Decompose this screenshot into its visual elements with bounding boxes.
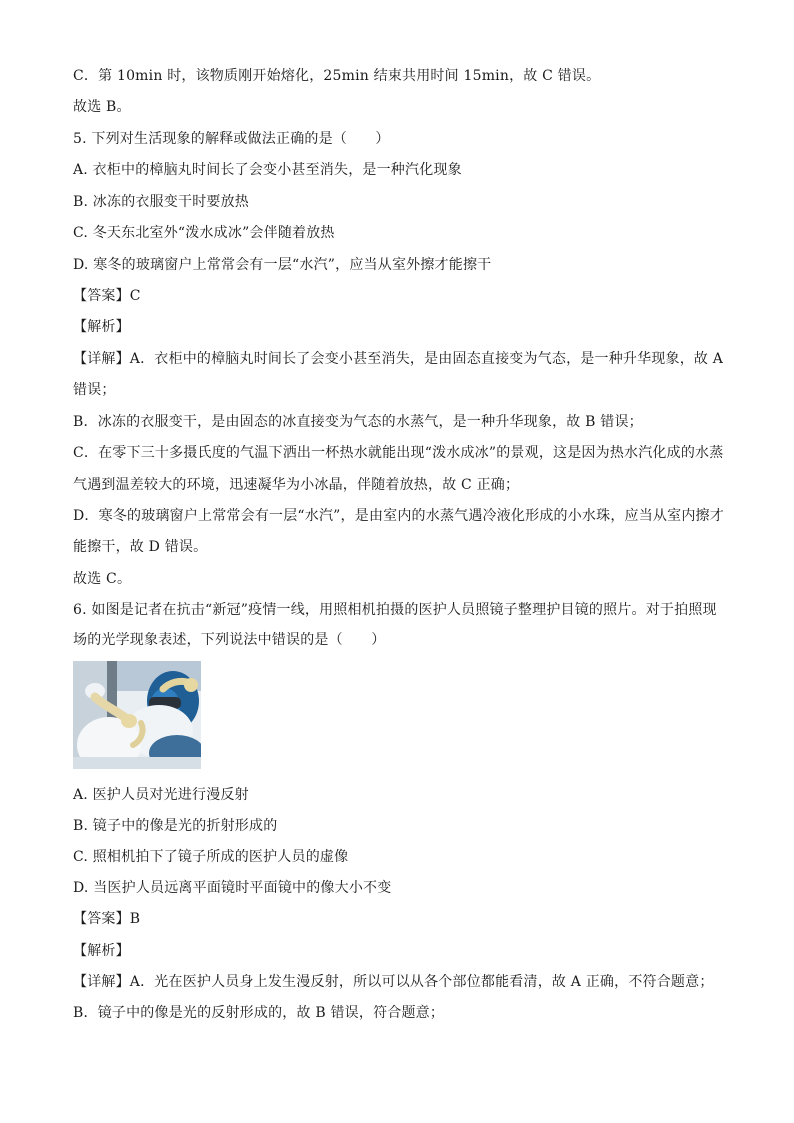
- option-b: B. 镜子中的像是光的折射形成的: [73, 818, 278, 834]
- analysis-label: 【解析】: [73, 319, 130, 335]
- answer-label: 【答案】B: [73, 911, 141, 927]
- explanation-line: 【详解】A．光在医护人员身上发生漫反射，所以可以从各个部位都能看清，故 A 正确，不符合题意；: [73, 974, 714, 990]
- explanation-line: 错误；: [73, 382, 116, 398]
- question-5-stem: 5. 下列对生活现象的解释或做法正确的是（ ）: [73, 131, 390, 147]
- option-d: D. 寒冬的玻璃窗户上常常会有一层“水汽”，应当从室外擦才能擦干: [73, 257, 492, 273]
- explanation-line: B．镜子中的像是光的反射形成的，故 B 错误，符合题意；: [73, 1005, 445, 1021]
- question-6-stem: 6. 如图是记者在抗击“新冠”疫情一线，用照相机拍摄的医护人员照镜子整理护目镜的照片。对于拍照现: [73, 602, 717, 618]
- option-b: B. 冰冻的衣服变干时要放热: [73, 194, 249, 210]
- explanation-line: 能擦干，故 D 错误。: [73, 539, 208, 555]
- analysis-label: 【解析】: [73, 943, 130, 959]
- option-d: D. 当医护人员远离平面镜时平面镜中的像大小不变: [73, 880, 392, 896]
- explanation-line: B．冰冻的衣服变干，是由固态的冰直接变为气态的水蒸气，是一种升华现象，故 B 错误；: [73, 414, 643, 430]
- text-line: 故选 B。: [73, 99, 131, 115]
- option-a: A. 衣柜中的樟脑丸时间长了会变小甚至消失，是一种汽化现象: [73, 162, 462, 178]
- option-c: C. 冬天东北室外“泼水成冰”会伴随着放热: [73, 225, 335, 241]
- answer-label: 【答案】C: [73, 288, 141, 304]
- text-line: C．第 10min 时，该物质刚开始熔化，25min 结束共用时间 15min，故 C 错误。: [73, 68, 601, 84]
- explanation-line: D．寒冬的玻璃窗户上常常会有一层“水汽”，是由室内的水蒸气遇冷液化形成的小水珠，应当从室内擦才: [73, 508, 724, 524]
- question-6-stem: 场的光学现象表述，下列说法中错误的是（ ）: [73, 632, 386, 648]
- option-a: A. 医护人员对光进行漫反射: [73, 787, 249, 803]
- option-c: C. 照相机拍下了镜子所成的医护人员的虚像: [73, 849, 349, 865]
- explanation-line: 气遇到温差较大的环境，迅速凝华为小冰晶，伴随着放热，故 C 正确；: [73, 477, 520, 493]
- medical-staff-photo: [73, 661, 201, 769]
- explanation-line: 【详解】A．衣柜中的樟脑丸时间长了会变小甚至消失，是由固态直接变为气态，是一种升华现象，故 A: [73, 351, 724, 367]
- conclusion-line: 故选 C。: [73, 571, 132, 587]
- explanation-line: C．在零下三十多摄氏度的气温下洒出一杯热水就能出现“泼水成冰”的景观，这是因为热水汽化成的水蒸: [73, 445, 724, 461]
